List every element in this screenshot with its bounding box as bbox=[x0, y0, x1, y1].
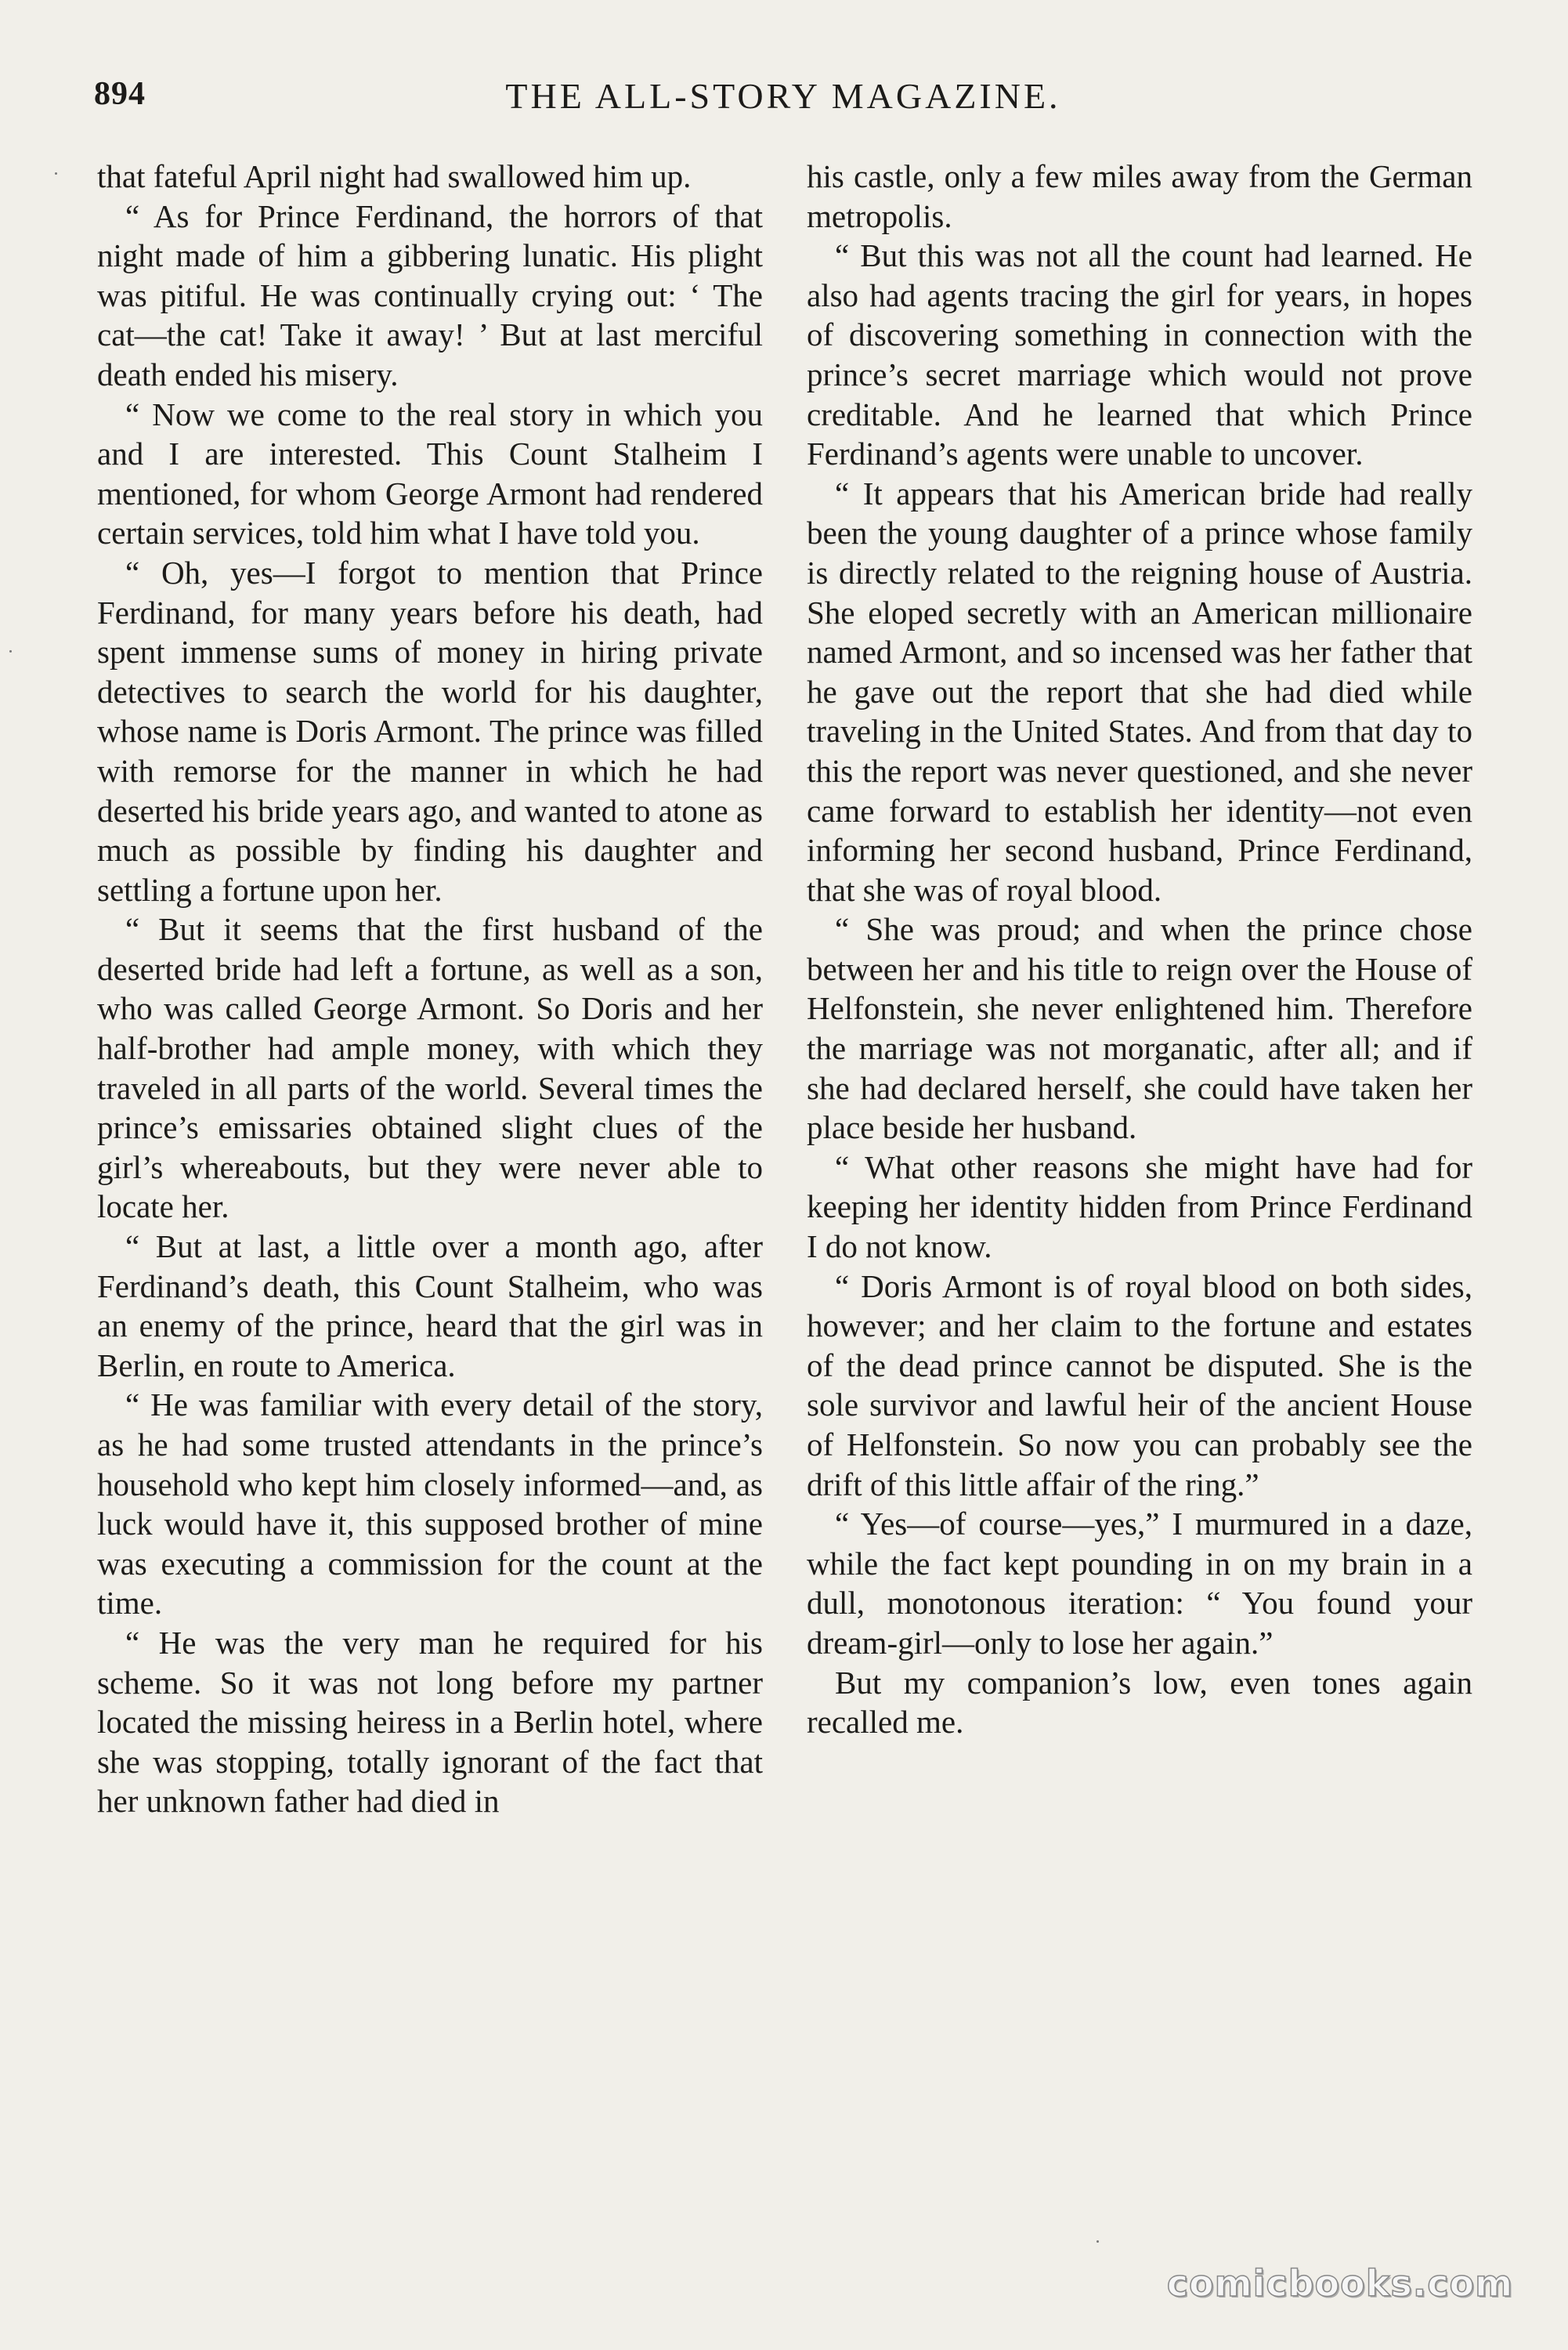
site-watermark: comicbooks.com bbox=[1166, 2262, 1513, 2305]
paragraph: “ As for Prince Ferdinand, the horrors of that night made of him a gibbering lunatic. His plight was pitiful. He was continually crying out: ‘ The cat—the cat! Take it away! ’ But at last merciful death ended his misery. bbox=[97, 197, 763, 392]
paragraph: that fateful April night had swallowed him up. bbox=[97, 158, 692, 194]
paper-speck bbox=[9, 650, 12, 653]
paragraph: his castle, only a few miles away from the German metropolis. bbox=[807, 158, 1472, 234]
paper-speck bbox=[1097, 2240, 1099, 2243]
left-column bbox=[97, 157, 763, 1821]
paragraph: “ What other reasons she might have had for keeping her identity hidden from Prince Ferdinand I do not know. bbox=[807, 1148, 1472, 1265]
paper-speck bbox=[55, 172, 57, 175]
page-header bbox=[94, 75, 1472, 125]
paragraph: “ He was familiar with every detail of the story, as he had some trusted attendants in the prince’s household who kept him closely informed—and, as luck would have it, this supposed brother of mine was executing a commission for the count at the time. bbox=[97, 1386, 763, 1622]
paragraph: “ He was the very man he required for his scheme. So it was not long before my partner located the missing heiress in a Berlin hotel, where she was stopping, totally ignorant of the fact that her unknown father had died in bbox=[97, 1624, 763, 1820]
paragraph: “ But this was not all the count had learned. He also had agents tracing the girl for years, in hopes of discovering something in connection with the prince’s secret marriage which would not prove creditable. And he learned that which Prince Ferdinand’s agents were unable to uncover. bbox=[807, 237, 1472, 472]
paragraph: “ Now we come to the real story in which you and I are interested. This Count Stalheim I mentioned, for whom George Armont had rendered certain services, told him what I have told you. bbox=[97, 396, 763, 551]
right-column bbox=[807, 157, 1472, 1742]
paragraph: “ Yes—of course—yes,” I murmured in a daze, while the fact kept pounding in on my brain in a dull, monotonous iteration: “ You found your dream-girl—only to lose her again.” bbox=[807, 1506, 1472, 1661]
paragraph: But my companion’s low, even tones again recalled me. bbox=[807, 1664, 1472, 1741]
running-title: THE ALL-STORY MAGAZINE. bbox=[505, 76, 1061, 116]
paragraph: “ She was proud; and when the prince chose between her and his title to reign over the House of Helfonstein, she never enlightened him. Therefore the marriage was not morganatic, after all; and if she had declared herself, she could have taken her place beside her husband. bbox=[807, 911, 1472, 1146]
paragraph: “ Doris Armont is of royal blood on both sides, however; and her claim to the fortune and estates of the dead prince cannot be disputed. She is the sole survivor and lawful heir of the ancient House of Helfonstein. So now you can probably see the drift of this little affair of the ring.” bbox=[807, 1267, 1472, 1502]
paragraph: “ It appears that his American bride had really been the young daughter of a prince whose family is directly related to the reigning house of Austria. She eloped secretly with an American millionaire named Armont, and so incensed was her father that he gave out the report that she had died while traveling in the United States. And from that day to this the report was never questioned, and she never came forward to establish her identity—not even informing her second husband, Prince Ferdinand, that she was of royal blood. bbox=[807, 475, 1472, 908]
paragraph: “ Oh, yes—I forgot to mention that Prince Ferdinand, for many years before his death, had spent immense sums of money in hiring private detectives to search the world for his daughter, whose name is Doris Armont. The prince was filled with remorse for the manner in which he had deserted his bride years ago, and wanted to atone as much as possible by finding his daughter and settling a fortune upon her. bbox=[97, 554, 763, 908]
page-number: 894 bbox=[94, 76, 146, 112]
paragraph: “ But it seems that the first husband of the deserted bride had left a fortune, as well as a son, who was called George Armont. So Doris and her half-brother had ample money, with which they traveled in all parts of the world. Several times the prince’s emissaries obtained slight clues of the girl’s whereabouts, but they were never able to locate her. bbox=[97, 911, 763, 1225]
paragraph: “ But at last, a little over a month ago, after Ferdinand’s death, this Count Stalheim, who was an enemy of the prince, heard that the girl was in Berlin, en route to America. bbox=[97, 1228, 763, 1383]
